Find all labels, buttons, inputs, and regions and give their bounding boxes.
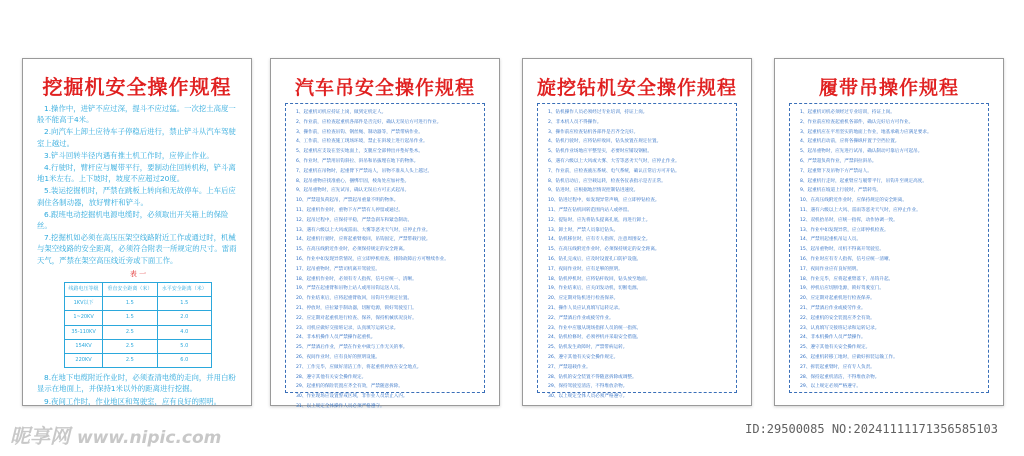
- watermark: [10, 420, 221, 449]
- rule-line: 11、严禁在钻机回转范围内站人或停留。: [548, 207, 632, 213]
- rule-line: 14、钻机移位时，应有专人指挥，注意周围安全。: [548, 237, 651, 243]
- rule-line: 28、钻机的安全装置不得随意拆除或调整。: [548, 374, 637, 380]
- rule-line: 20、作业结束后，应将起重臂收回，吊钩升至规定位置。: [296, 296, 413, 302]
- rule-line: 26、遵守其他有关安全操作规定。: [548, 354, 619, 360]
- table-cell: 1.5: [103, 297, 157, 311]
- rule-line: 14、严禁用起重机吊运人员。: [800, 237, 861, 243]
- rule-line: 21、严禁酒后作业或疲劳作业。: [800, 305, 866, 311]
- rule-paragraph: 5.装运挖掘机时，严禁在跳板上转向和无故停车。上车后应刹住各制动器，放好臂杆和铲斗。: [37, 186, 236, 207]
- rules-frame: [285, 103, 485, 409]
- rule-line: 10、严禁超负荷起吊，严禁起吊重量不明的物体。: [296, 198, 399, 204]
- rule-line: 28、遵守其他有关安全操作规定。: [296, 374, 367, 380]
- rule-line: 25、严禁酒后作业，严禁在作业中做与工作无关的事。: [296, 345, 408, 351]
- rule-line: 7、起重臂下及吊物下方严禁站人。: [800, 168, 872, 174]
- table-cell: 5.0: [157, 339, 211, 353]
- rule-line: 18、钻机停机时，应将钻杆收回，钻头放至地面。: [548, 276, 651, 282]
- rule-line: 30、以上规定全体人员必须严格遵守。: [548, 394, 628, 400]
- rule-line: 24、钻机检修时，必须停机并采取安全措施。: [548, 335, 642, 341]
- rule-line: 26、起重机转移工地时，应做好拆装运输工作。: [800, 354, 898, 360]
- table-cell: 2.5: [103, 354, 157, 368]
- table-row: [65, 325, 212, 339]
- rule-line: 9、钻进时，应根据地层情况控制钻进速度。: [548, 188, 639, 194]
- rule-line: 4、钻机行驶时，应将钻杆收回，钻头放置在规定位置。: [548, 139, 662, 145]
- rule-line: 12、双机抬吊时，应统一指挥，动作协调一致。: [800, 217, 898, 223]
- rule-line: 24、非本机操作人员严禁操作起重机。: [296, 335, 376, 341]
- rule-line: 16、钻孔完成后，应及时设置孔口防护设施。: [548, 256, 642, 262]
- rule-line: 6、遇有六级以上大风或大雾、大雪等恶劣天气时，应停止作业。: [548, 158, 680, 164]
- rule-line: 15、在高压线附近作业时，必须保持规定的安全距离。: [296, 247, 408, 253]
- rules-list: [538, 104, 736, 402]
- rules-list: [790, 104, 988, 392]
- poster-truck-crane: [270, 58, 500, 409]
- rules-frame: [537, 103, 737, 400]
- poster-excavator: [22, 58, 252, 406]
- watermark-brand: 昵享网: [10, 424, 70, 448]
- rule-paragraph: 9.夜间工作时，作业地区和驾驶室，应有良好的照明。: [44, 396, 222, 406]
- rule-line: 16、作业时应有专人指挥，信号应统一清晰。: [800, 256, 894, 262]
- rule-line: 18、作业完毕，应将起重臂落下，吊钩升起。: [800, 276, 894, 282]
- rule-line: 6、作业时，严禁用吊钩斜拉、斜吊和吊拔埋在地下的物体。: [296, 158, 419, 164]
- table-cell: 2.0: [157, 311, 211, 325]
- rule-line: 3、起重机应在平坦坚实的地面上作业，地基承载力应满足要求。: [800, 129, 932, 135]
- rule-line: 20、应定期对起重机进行检查保养。: [800, 296, 875, 302]
- rule-line: 25、遵守其他有关安全操作规定。: [800, 345, 871, 351]
- rule-line: 19、作业结束后，应关闭发动机，切断电源。: [548, 286, 642, 292]
- image-id: ID:29500085 NO:20241111171356585103: [745, 422, 998, 436]
- rule-line: 28、保持起重机清洁，不得堆放杂物。: [800, 374, 880, 380]
- rule-line: 5、钻机作业场地应平整坚实，必要时应铺设钢板。: [548, 149, 652, 155]
- rule-line: 2、作业前应检查起重机各部件，确认完好后方可作业。: [800, 119, 914, 125]
- rule-line: 27、工作完毕，应做好清洁工作，将起重机停放在安全地点。: [296, 364, 422, 370]
- poster-title: 汽车吊安全操作规程: [294, 77, 475, 99]
- table-cell: 2.5: [103, 325, 157, 339]
- poster-rotary-drill: [522, 58, 752, 406]
- rule-line: 29、起重机的保险装置应齐全有效，严禁随意拆除。: [296, 384, 403, 390]
- table-header: 线路电压等级: [65, 283, 103, 297]
- rule-line: 27、严禁超载作业。: [548, 364, 591, 370]
- rule-line: 4、起重机启动前，应将各操纵杆置于空挡位置。: [800, 139, 900, 145]
- poster-body: [37, 103, 239, 408]
- table-header-row: [65, 283, 212, 297]
- rule-line: 15、在高压线附近作业时，必须保持规定的安全距离。: [548, 247, 660, 253]
- table-header: 垂直安全距离（米）: [103, 283, 157, 297]
- watermark-url: www.nipic.com: [76, 428, 222, 448]
- table-cell: 154KV: [65, 339, 103, 353]
- poster-title: 履带吊操作规程: [818, 77, 959, 99]
- rule-paragraph: 3.铲斗回转半径内遇有推土机工作时，应停止作业。: [44, 150, 214, 160]
- rule-line: 5、起重机应支设在坚实地面上，支腿应全部伸出并垫好垫木。: [296, 149, 423, 155]
- rule-line: 4、工作前，应检查施工现场环境，禁止在斜坡上进行起吊作业。: [296, 139, 428, 145]
- rule-paragraph: 6.跟班电动挖掘机电源电缆时，必须取出开关箱上的保险丝。: [37, 209, 229, 231]
- table-cell: 1.5: [157, 297, 211, 311]
- table-cell: 1.5: [103, 311, 157, 325]
- table-cell: 4.0: [157, 325, 211, 339]
- distance-table: [64, 282, 212, 368]
- rule-paragraph: 7.挖掘机如必须在高压压架空线路附近工作或通过时，机械与架空线路的安全距离，必须符合附表一所规定的尺寸。雷雨天气，严禁在架空高压线近旁或下面工作。: [37, 233, 237, 265]
- rule-line: 22、起重机的安全装置应齐全有效。: [800, 315, 875, 321]
- rule-line: 22、严禁酒后作业或疲劳作业。: [548, 315, 614, 321]
- rule-line: 23、作业中应服从现场指挥人员的统一指挥。: [548, 325, 642, 331]
- rule-line: 11、遇有六级以上大风、雷雨等恶劣天气时，应停止作业。: [800, 207, 921, 213]
- rule-line: 21、停放时，应拉紧手制动器，切断电源，锁好驾驶室门。: [296, 305, 417, 311]
- rule-line: 17、起吊重物时，严禁司机离开驾驶室。: [296, 266, 380, 272]
- poster-crawler-crane: [774, 58, 1004, 406]
- rule-line: 24、非本机操作人员严禁操作。: [800, 335, 866, 341]
- table-cell: 2.5: [103, 339, 157, 353]
- rule-paragraph: 4.行驶时，臂杆应与履带平行，要制动住回转机构，铲斗离地1米左右。上下坡时，坡度不应超过20度。: [37, 163, 236, 184]
- table-header: 水平安全距离（米）: [157, 283, 211, 297]
- rule-line: 17、夜间作业应有良好照明。: [800, 266, 861, 272]
- rule-line: 13、作业中如发现异常，应立即停机检查。: [800, 227, 889, 233]
- rule-line: 1、起重机司机应持证上岗，做到定机定人。: [296, 110, 387, 115]
- rule-line: 6、严禁超负荷作业，严禁斜拉斜吊。: [800, 158, 877, 164]
- rule-line: 11、起重机作业时，重物下方严禁有人停留或通过。: [296, 207, 403, 213]
- rule-line: 8、钻机启动后，应空载运转，检查各仪表指示是否正常。: [548, 178, 666, 184]
- table-title: 表 一: [129, 269, 147, 278]
- rule-line: 27、拆装起重臂时，应有专人负责。: [800, 364, 875, 370]
- rule-paragraph: 1.操作中，进铲不应过深，提斗不应过猛。一次挖土高度一般不能高于4米。: [37, 104, 236, 125]
- rule-line: 17、夜间作业时，应有足够的照明。: [548, 266, 623, 272]
- table-row: [65, 297, 212, 311]
- rule-line: 31、以上规定全体操作人员必须严格遵守。: [296, 403, 385, 409]
- rule-line: 10、在高压线附近作业时，应保持规定的安全距离。: [800, 198, 907, 204]
- rule-line: 25、钻机发生故障时，严禁带病运转。: [548, 345, 628, 351]
- rule-line: 3、操作前应检查钻机各部件是否齐全完好。: [548, 129, 639, 135]
- rule-line: 8、起重机行走时，起重臂应与履带平行，吊钩升至规定高度。: [800, 178, 927, 184]
- rule-line: 29、以上规定必须严格遵守。: [800, 384, 861, 390]
- rule-line: 9、起吊重物时，应先试吊，确认无误后方可正式起吊。: [296, 188, 410, 194]
- table-row: [65, 354, 212, 368]
- rule-line: 7、起重机在吊物时，起重臂下严禁站人，吊物不准从人头上越过。: [296, 168, 433, 174]
- rule-line: 15、起吊重物时，司机不得离开驾驶室。: [800, 247, 884, 253]
- rules-frame: [789, 103, 989, 393]
- rule-line: 1、起重机司机必须经过专业培训，持证上岗。: [800, 110, 895, 115]
- rule-paragraph: 2.向汽车上卸土应待车子停稳后进行，禁止铲斗从汽车驾驶室上越过。: [37, 127, 236, 148]
- rule-line: 8、起吊重物应找准重心，捆绑牢固，棱角处应加衬垫。: [296, 178, 410, 184]
- poster-title: 旋挖钻机安全操作规程: [536, 77, 737, 99]
- rule-line: 22、应定期对起重机进行检查、保养，保持机械状况良好。: [296, 315, 417, 321]
- rule-line: 12、起吊过程中，应保持平稳，严禁急刹车和紧急制动。: [296, 217, 413, 223]
- rule-line: 30、作业现场应设置警戒区域，非作业人员禁止入内。: [296, 394, 408, 400]
- rule-line: 13、卸土时，严禁人员靠近钻头。: [548, 227, 619, 233]
- rule-line: 29、保持驾驶室清洁，不得堆放杂物。: [548, 384, 628, 390]
- rule-line: 2、作业前，应检查起重机各部件是否完好，确认无误后方可进行作业。: [296, 119, 442, 125]
- rule-line: 19、严禁在起重臂和吊物上站人或用吊钩运送人员。: [296, 286, 403, 292]
- rule-line: 23、认真填写交接班记录和运转记录。: [800, 325, 880, 331]
- rule-line: 7、作业前，应检查液压系统、电气系统，确认正常后方可开钻。: [548, 168, 680, 174]
- rules-list: [286, 104, 484, 412]
- table-cell: 35-110KV: [65, 325, 103, 339]
- rule-line: 1、钻机操作人员必须经过专业培训，持证上岗。: [548, 110, 648, 115]
- rule-line: 12、提钻时，应先将钻头提离孔底，再进行卸土。: [548, 217, 651, 223]
- rule-line: 20、应定期对钻机进行检查保养。: [548, 296, 619, 302]
- poster-title: 挖掘机安全操作规程: [42, 75, 232, 99]
- rule-line: 9、起重机在坡道上行驶时，严禁转弯。: [800, 188, 882, 194]
- table-cell: 1~20KV: [65, 311, 103, 325]
- rule-line: 5、起吊重物时，应先进行试吊，确认制动可靠后方可起吊。: [800, 149, 923, 155]
- table-cell: 220KV: [65, 354, 103, 368]
- rule-line: 14、起重机行驶时，应将起重臂收回，吊钩固定，严禁带载行驶。: [296, 237, 431, 243]
- rule-line: 18、起重机作业时，必须有专人指挥，信号应统一、清晰。: [296, 276, 417, 282]
- table-cell: 1KV以下: [65, 297, 103, 311]
- rule-line: 13、遇有六级以上大风或雷雨、大雾等恶劣天气时，应停止作业。: [296, 227, 431, 233]
- table-row: [65, 339, 212, 353]
- rule-line: 16、作业中如发现异常情况，应立即停机检查，排除故障后方可继续作业。: [296, 256, 449, 262]
- rule-line: 19、停机后应切断电源，锁好驾驶室门。: [800, 286, 884, 292]
- rule-paragraph: 8.在地下电缆附近作业时，必须查清电缆的走向，并用白粉显示在地面上，并保持1米以外的距离进行挖掘。: [37, 373, 236, 394]
- rule-line: 21、操作人员应认真填写运转记录。: [548, 305, 623, 311]
- rule-line: 10、钻进过程中，如发现异常声响，应立即停钻检查。: [548, 198, 660, 204]
- rule-line: 23、司机应做好交接班记录，认真填写运转记录。: [296, 325, 399, 331]
- table-row: [65, 311, 212, 325]
- table-cell: 6.0: [157, 354, 211, 368]
- rule-line: 2、非本机人员不得操作。: [548, 119, 602, 125]
- rule-line: 3、操作前，应检查吊钩、钢丝绳、制动器等，严禁带病作业。: [296, 129, 423, 135]
- rule-line: 26、夜间作业时，应有良好的照明设施。: [296, 354, 380, 360]
